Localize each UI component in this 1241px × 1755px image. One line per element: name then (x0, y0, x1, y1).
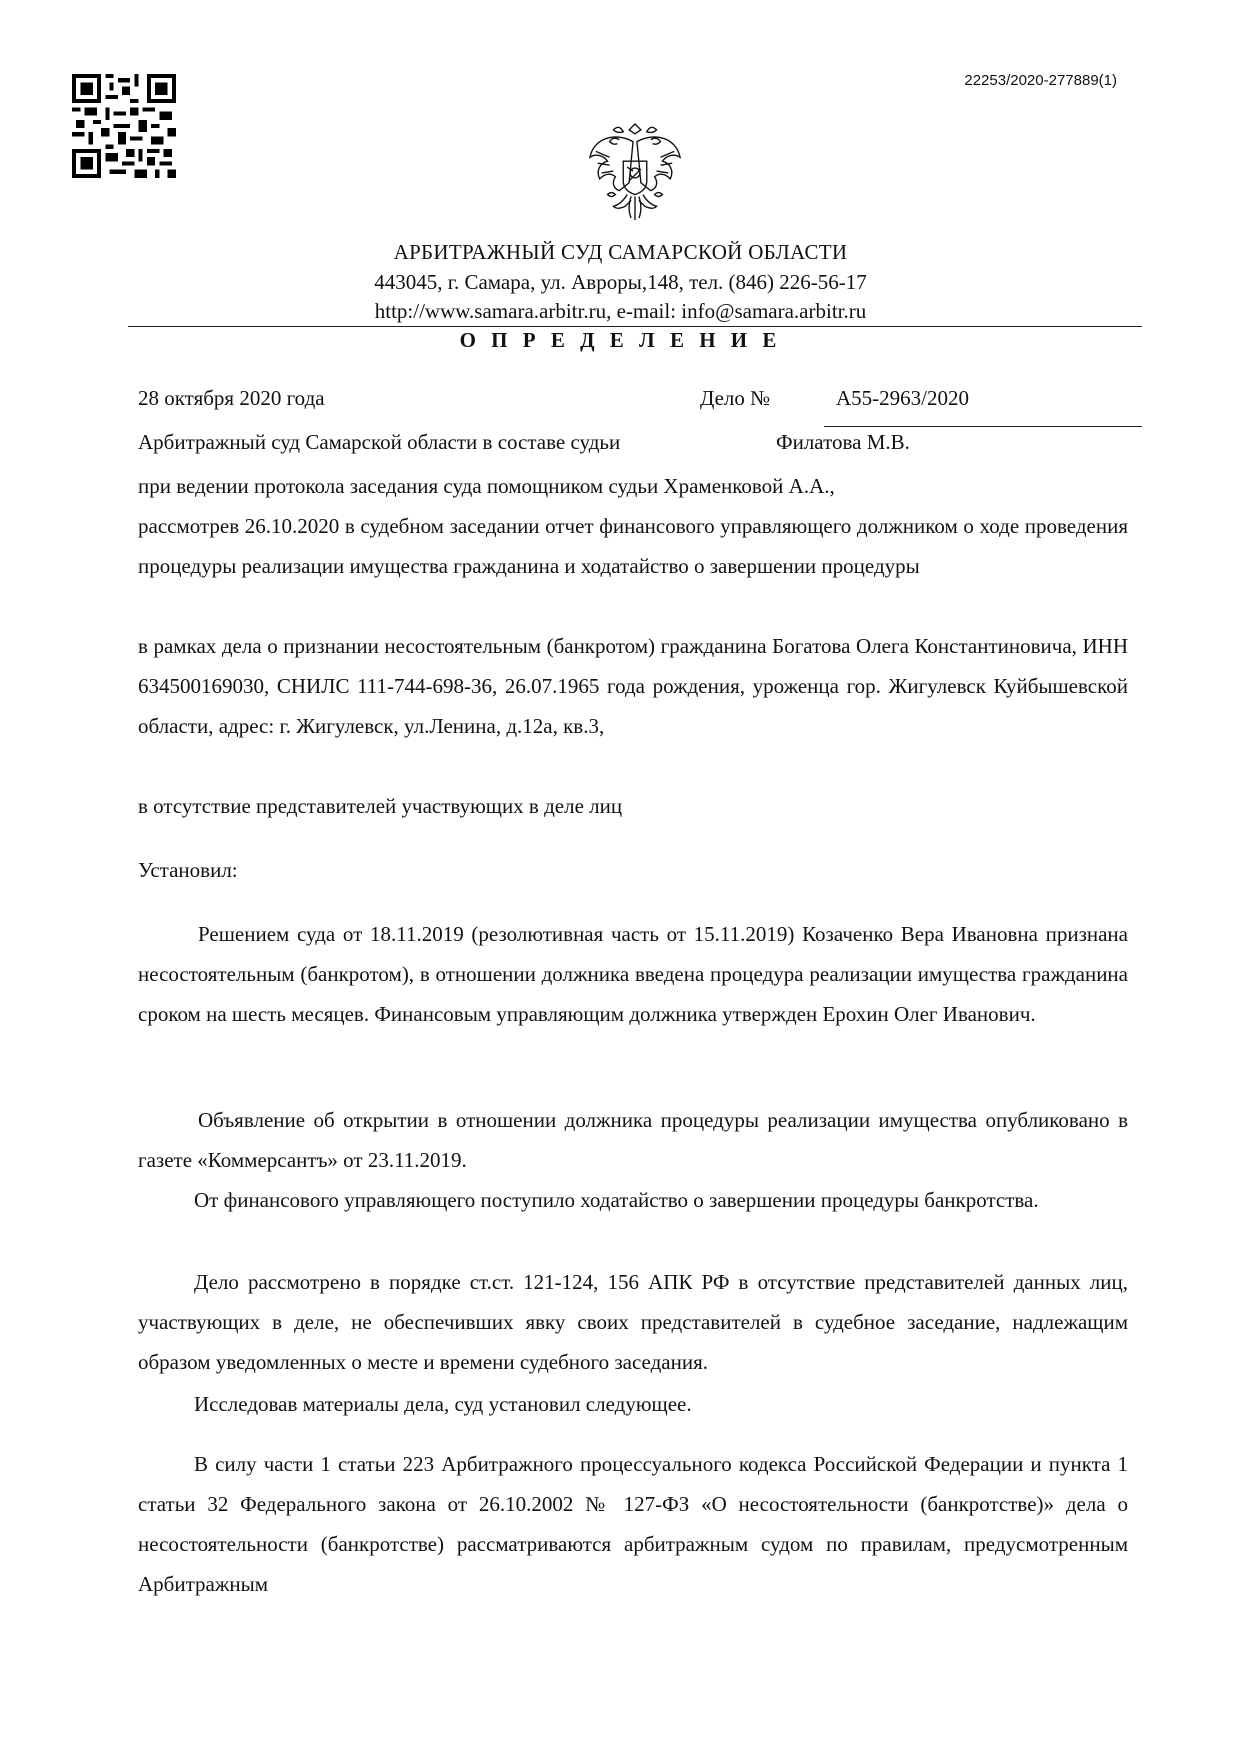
paragraph-considered: рассмотрев 26.10.2020 в судебном заседании отчет финансового управляющего должником о ходе проведения процедуры реализации имущества гражданина и ходатайство о завершении процедуры (138, 514, 1128, 578)
case-number: А55-2963/2020 (836, 386, 969, 410)
header-divider (128, 326, 1142, 327)
document-date: 28 октября 2020 года (138, 386, 325, 410)
paragraph-protocol: при ведении протокола заседания суда помощником судьи Храменковой А.А., (138, 474, 835, 498)
court-address: 443045, г. Самара, ул. Авроры,148, тел. (846) 226-56-17 (374, 270, 867, 294)
paragraph-motion: От финансового управляющего поступило ходатайство о завершении процедуры банкротства. (194, 1188, 1039, 1212)
paragraph-law: В силу части 1 статьи 223 Арбитражного процессуального кодекса Российской Федерации и пункта 1 статьи 32 Федерального закона от 26.10.2002 № 127-ФЗ «О несостоятельности (банкротстве)» дела о несостоятельности (банкротстве) рассматриваются арбитражным судом по правилам, предусмотренным Арбитражным (138, 1452, 1128, 1596)
judge-name: Филатова М.В. (776, 430, 910, 454)
judge-label: Арбитражный суд Самарской области в составе судьи (138, 430, 621, 454)
paragraph-announcement: Объявление об открытии в отношении должника процедуры реализации имущества опубликовано в газете «Коммерсантъ» от 23.11.2019. (138, 1108, 1128, 1172)
qr-code-icon (72, 74, 176, 178)
case-label: Дело № (700, 386, 771, 410)
paragraph-case: в рамках дела о признании несостоятельным (банкротом) гражданина Богатова Олега Константиновича, ИНН 634500169030, СНИЛС 111-744-698-36, 26.07.1965 года рождения, уроженца гор. Жигулевск Куйбышевской области, адрес: г. Жигулевск, ул.Ленина, д.12а, кв.3, (138, 634, 1128, 738)
document-id: 22253/2020-277889(1) (964, 72, 1117, 89)
paragraph-established: Установил: (138, 858, 238, 882)
paragraph-absent: в отсутствие представителей участвующих в деле лиц (138, 794, 623, 818)
paragraph-procedure: Дело рассмотрено в порядке ст.ст. 121-124, 156 АПК РФ в отсутствие представителей данных лиц, участвующих в деле, не обеспечивших явку своих представителей в судебное заседание, надлежащим образом уведомленных о месте и времени судебного заседания. (138, 1270, 1128, 1374)
russian-coat-of-arms-icon (586, 118, 684, 226)
court-contacts: http://www.samara.arbitr.ru, e-mail: info@samara.arbitr.ru (374, 299, 867, 323)
case-underline (824, 426, 1142, 427)
court-name: АРБИТРАЖНЫЙ СУД САМАРСКОЙ ОБЛАСТИ (393, 240, 848, 264)
paragraph-examined: Исследовав материалы дела, суд установил следующее. (194, 1392, 692, 1416)
document-title: О П Р Е Д Е Л Е Н И Е (459, 328, 782, 352)
paragraph-decision: Решением суда от 18.11.2019 (резолютивная часть от 15.11.2019) Козаченко Вера Ивановна признана несостоятельным (банкротом), в отношении должника введена процедура реализации имущества гражданина сроком на шесть месяцев. Финансовым управляющим должника утвержден Ерохин Олег Иванович. (138, 922, 1128, 1026)
